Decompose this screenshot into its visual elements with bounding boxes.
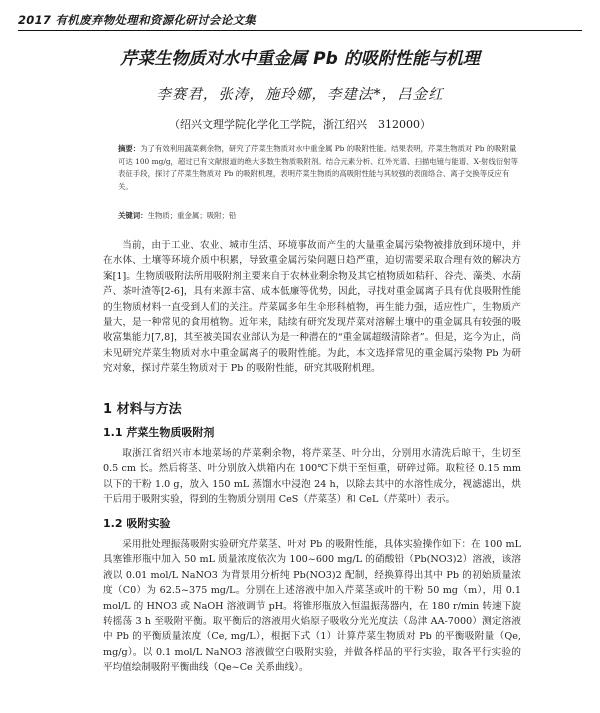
keywords	[118, 210, 518, 222]
adsorbent-paragraph: 取浙江省绍兴市本地菜场的芹菜剩余物，将芹菜茎、叶分出，分别用水清洗后晾干，生切至 0.5 cm 长。然后将茎、叶分别放入烘箱内在 100℃下烘干至恒重，研碎过筛。取粒径 0.15 mm 以下的干粉 1.0 g，放入 150 mL 蒸馏水中浸泡 24 h，以除去其中的水溶性成分，视滤滤出，烘干后用于吸附实验，得到的生物质分别用 CeS（芹菜茎）和 CeL（芹菜叶）表示。	[103, 448, 521, 506]
abstract-label: 摘要：	[118, 144, 141, 153]
header-text: 2017 有机废弃物处理和资源化研讨会论文集	[18, 13, 257, 27]
header-rule	[18, 30, 582, 31]
introduction-paragraph: 当前，由于工业、农业、城市生活、环境事故而产生的大量重金属污染物被排放到环境中，并在水体、土壤等环境介质中积累，导致重金属污染问题日趋严重，迫切需要采取合理有效的解决方案[1]。生物质吸附法所用吸附剂主要来自于农林业剩余物及其它植物质如秸秆、谷壳、藻类、水葫芦、茶叶渣等[2-6]，具有来源丰富、成本低廉等优势，因此，寻找对重金属离子具有优良吸附性能的生物质材料一直受到人们的关注。芹菜属多年生伞形科植物，再生能力强，适应性广，生物质产量大，是一种常见的食用植物。近年来，陆续有研究发现芹菜对溶解土壤中的重金属具有较强的吸收富集能力[7,8]，其至被美国农业部认为是一种潜在的“重金属超级清除者”。但是，迄今为止，尚未见研究芹菜生物质对水中重金属离子的吸附性能。为此，本文选择常见的重金属污染物 Pb 为研究对象，探讨芹菜生物质对于 Pb 的吸附性能，研究其吸附机理。	[103, 240, 521, 375]
author-list: 李赛君，张涛，施玲娜，李建法*，吕金红	[156, 87, 444, 103]
paper-title: 芹菜生物质对水中重金属 Pb 的吸附性能与机理	[120, 49, 480, 69]
abstract-text: 为了有效利用蔬菜剩余物，研究了芹菜生物质对水中重金属 Pb 的吸附性能。结果表明，芹菜生物质对 Pb 的吸附量可达 100 mg/g，超过已有文献报道的绝大多数生物质吸附剂。结合元素分析、红外光谱、扫描电镜与能谱、X-射线衍射等表征手段，探讨了芹菜生物质对 Pb 的吸附机理，表明芹菜生物质的高吸附性能与其较强的表面络合、离子交换等反应有关。	[118, 144, 519, 191]
abstract	[118, 143, 518, 193]
keywords-label: 关键词：	[118, 211, 148, 220]
affiliation: （绍兴文理学院化学化工学院，浙江绍兴 312000）	[169, 118, 431, 131]
subsection-heading-adsorption-experiment: 1.2 吸附实验	[103, 517, 171, 530]
running-header	[18, 10, 582, 32]
subsection-heading-adsorbent: 1.1 芹菜生物质吸附剂	[103, 426, 215, 439]
keywords-text: 生物质；重金属；吸附；铅	[147, 211, 237, 220]
adsorption-experiment-paragraph: 采用批处理振荡吸附实验研究芹菜茎、叶对 Pb 的吸附性能，具体实验操作如下：在 100 mL 具塞锥形瓶中加入 50 mL 质量浓度依次为 100~600 mg/L 的硝酸铅（Pb(NO3)2）溶液，该溶液以 0.01 mol/L NaNO3 为背景用分析纯 Pb(NO3)2 配制，经换算得出其中 Pb 的初始质量浓度（C0）为 62.5~375 mg/L。分别在上述溶液中加入芹菜茎或叶的干粉 50 mg（m），用 0.1 mol/L 的 HNO3 或 NaOH 溶液调节 pH。将锥形瓶放入恒温振荡器内，在 180 r/min 转速下旋转摇荡 3 h 至吸附平衡。取平衡后的溶液用火焰原子吸收分光光度法（岛津 AA-7000）测定溶液中 Pb 的平衡质量浓度（Ce, mg/L），根据下式（1）计算芹菜生物质对 Pb 的平衡吸附量（Qe, mg/g）。以 0.1 mol/L NaNO3 溶液做空白吸附实验，并做各样品的平行实验，取各平行实验的平均值绘制吸附平衡曲线（Qe~Ce 关系曲线）。	[103, 539, 521, 674]
section-heading-materials-methods: 1 材料与方法	[103, 402, 182, 417]
